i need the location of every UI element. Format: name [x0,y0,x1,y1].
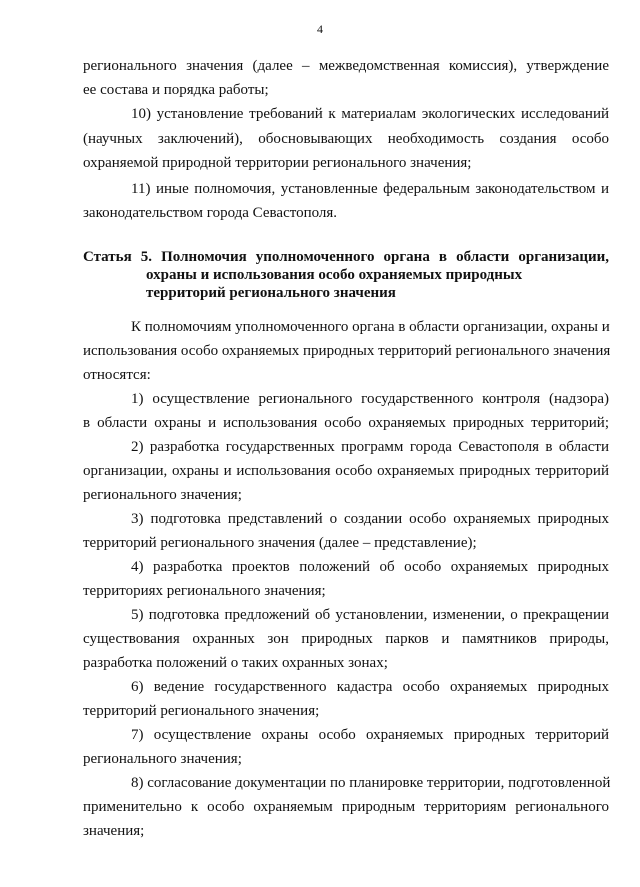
item-2-line-3: регионального значения; [83,487,242,503]
item-2-line-1: 2) разработка государственных программ города Севастополя в области [131,439,609,455]
item-8-line-3: значения; [83,823,145,839]
item-7-line-1: 7) осуществление охраны особо охраняемых природных территорий [131,727,609,743]
item-6-line-1: 6) ведение государственного кадастра особо охраняемых природных [131,679,609,695]
item-1-line-1: 1) осуществление регионального государственного контроля (надзора) [131,391,609,407]
lead-line-2: использования особо охраняемых природных территорий регионального значения [83,343,611,359]
item-4-line-2: территориях регионального значения; [83,583,326,599]
item-2-line-2: организации, охраны и использования особо охраняемых природных территорий [83,463,609,479]
lead-line-3: относятся: [83,367,151,383]
item-4-line-1: 4) разработка проектов положений об особо охраняемых природных [131,559,609,575]
item-8-line-1: 8) согласование документации по планировке территории, подготовленной [131,775,611,791]
item-6-line-2: территорий регионального значения; [83,703,320,719]
item-10-line-1: 10) установление требований к материалам экологических исследований [131,106,609,122]
item-11-line-1: 11) иные полномочия, установленные федеральным законодательством и [131,181,609,197]
item-3-line-1: 3) подготовка представлений о создании особо охраняемых природных [131,511,609,527]
article-heading-line-2: охраны и использования особо охраняемых природных [146,267,523,283]
item-11-line-2: законодательством города Севастополя. [83,205,338,221]
page-number: 4 [317,22,323,36]
item-10-line-2: (научных заключений), обосновывающих необходимость создания особо [83,131,609,147]
intro-line-1: регионального значения (далее – межведомственная комиссия), утверждение [83,58,609,74]
intro-line-2: ее состава и порядка работы; [83,82,269,98]
item-1-line-2: в области охраны и использования особо охраняемых природных территорий; [83,415,609,431]
article-heading-line-1: Статья 5. Полномочия уполномоченного органа в области организации, [83,249,609,265]
article-heading-line-3: территорий регионального значения [146,285,396,301]
item-7-line-2: регионального значения; [83,751,242,767]
item-10-line-3: охраняемой природной территории регионального значения; [83,155,472,171]
item-5-line-1: 5) подготовка предложений об установлении, изменении, о прекращении [131,607,609,623]
item-8-line-2: применительно к особо охраняемым природным территориям регионального [83,799,609,815]
item-3-line-2: территорий регионального значения (далее – представление); [83,535,477,551]
item-5-line-3: разработка положений о таких охранных зонах; [83,655,388,671]
item-5-line-2: существования охранных зон природных парков и памятников природы, [83,631,609,647]
lead-line-1: К полномочиям уполномоченного органа в области организации, охраны и [131,319,610,335]
